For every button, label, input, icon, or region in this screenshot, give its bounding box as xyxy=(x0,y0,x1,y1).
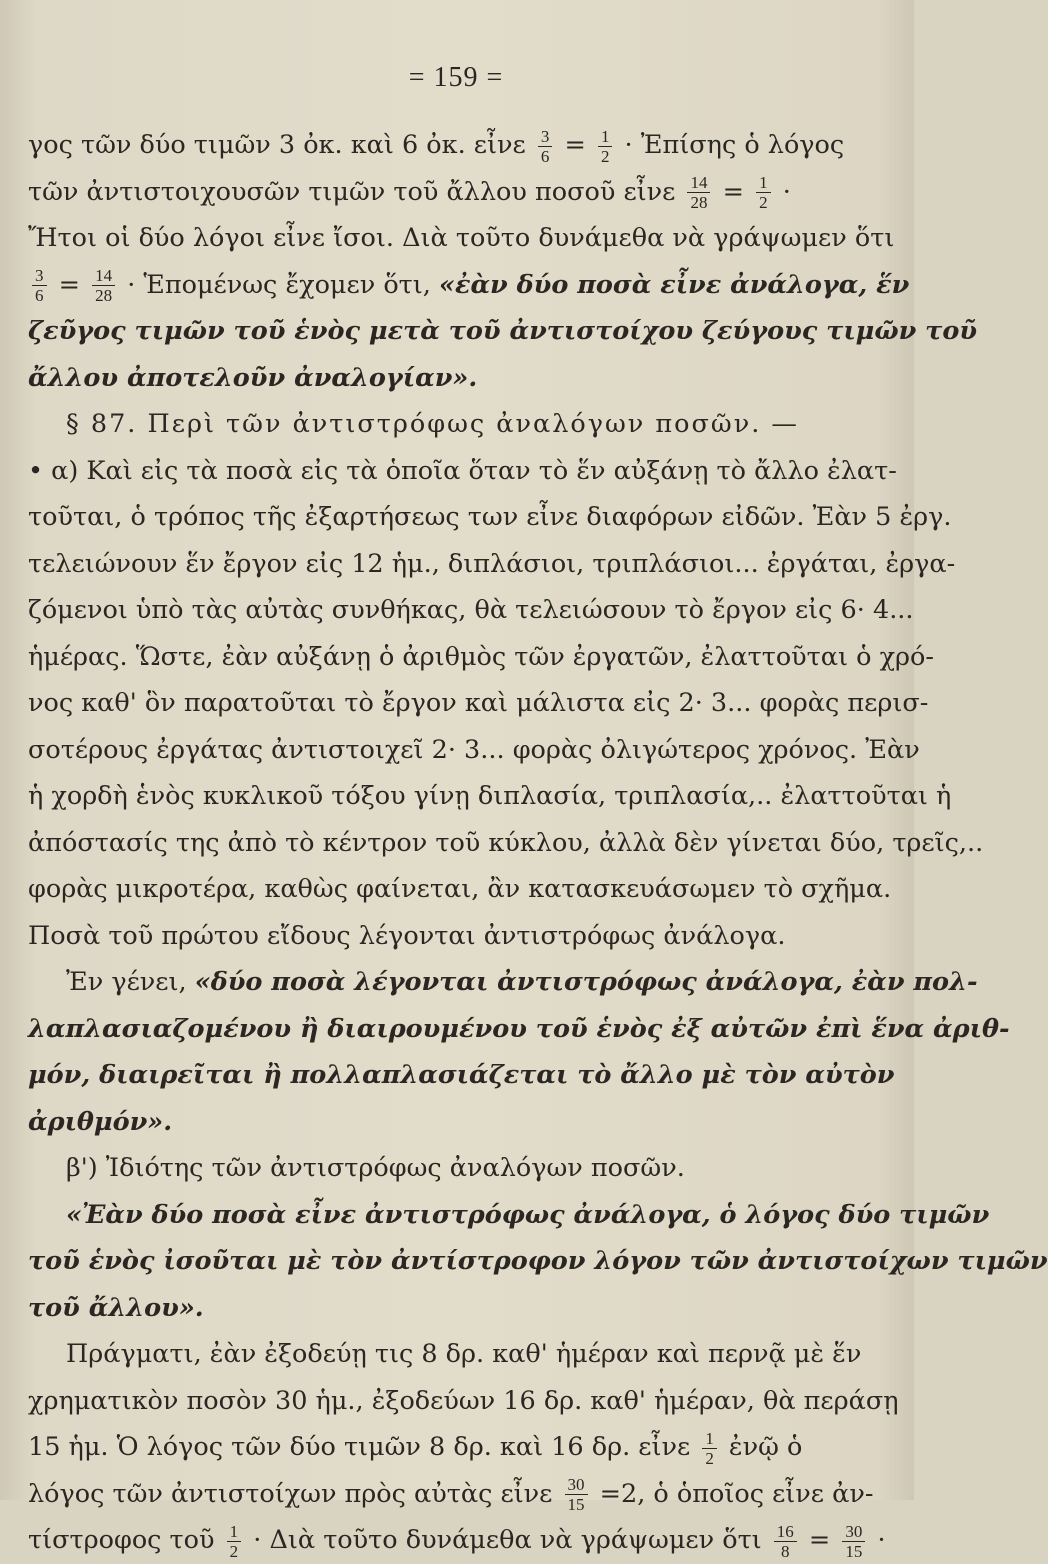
section-heading: § 87. Περὶ τῶν ἀντιστρόφως ἀναλόγων ποσῶν. — xyxy=(66,409,799,439)
text-line: ἡμέρας. Ὥστε, ἐὰν αὐξάνῃ ὁ ἀριθμὸς τῶν ἐργατῶν, ἐλαττοῦται ὁ χρό- xyxy=(28,641,934,672)
text-line: τελειώνουν ἕν ἔργον εἰς 12 ἡμ., διπλάσιοι, τριπλάσιοι... ἐργάται, ἐργα- xyxy=(28,548,956,579)
fraction-numerator: 30 xyxy=(842,1522,865,1542)
fraction xyxy=(32,266,47,305)
text-run: · xyxy=(782,176,791,207)
text-line: νος καθ' ὃν παρατοῦται τὸ ἔργον καὶ μάλιστα εἰς 2· 3... φορὰς περισ- xyxy=(28,688,929,718)
fraction xyxy=(92,266,115,305)
text-line: ἡ χορδὴ ἑνὸς κυκλικοῦ τόξου γίνῃ διπλασία, τριπλασία,.. ἐλαττοῦται ἡ xyxy=(28,781,952,811)
text-line: Ἤτοι οἱ δύο λόγοι εἶνε ἴσοι. Διὰ τοῦτο δυνάμεθα νὰ γράψωμεν ὅτι xyxy=(28,223,895,253)
text-line: ζόμενοι ὑπὸ τὰς αὐτὰς συνθήκας, θὰ τελειώσουν τὸ ἔργον εἰς 6· 4... xyxy=(28,595,914,625)
text-run: · xyxy=(877,1525,886,1555)
text-line: Πράγματι, ἐὰν ἐξοδεύῃ τις 8 δρ. καθ' ἡμέραν καὶ περνᾷ μὲ ἕν xyxy=(66,1339,862,1369)
emphasized-line: τοῦ ἑνὸς ἰσοῦται μὲ τὸν ἀντίστροφον λόγον τῶν ἀντιστοίχων τιμῶν xyxy=(28,1246,1048,1276)
text-run: 15 ἡμ. Ὁ λόγος τῶν δύο τιμῶν 8 δρ. καὶ 16 δρ. εἶνε xyxy=(28,1432,691,1462)
fraction xyxy=(774,1522,797,1561)
text-line: τοῦται, ὁ τρόπος τῆς ἐξαρτήσεως των εἶνε διαφόρων εἰδῶν. Ἐὰν 5 ἐργ. xyxy=(28,502,952,532)
fraction-denominator: 15 xyxy=(845,1541,863,1561)
text-line: φορὰς μικροτέρα, καθὼς φαίνεται, ἂν κατασκευάσωμεν τὸ σχῆμα. xyxy=(28,874,892,904)
fraction-numerator: 1 xyxy=(227,1522,242,1542)
text-run: τῶν ἀντιστοιχουσῶν τιμῶν τοῦ ἄλλου ποσοῦ εἶνε xyxy=(28,176,676,207)
equals-sign: = xyxy=(808,1525,831,1555)
fraction-numerator: 30 xyxy=(565,1475,588,1495)
equals-sign: = xyxy=(58,269,80,300)
fraction xyxy=(687,173,710,212)
text-line xyxy=(28,1517,886,1564)
text-run: · Ἑπομένως ἔχομεν ὅτι, xyxy=(127,269,431,300)
emphasized-line: λαπλασιαζομένου ἢ διαιρουμένου τοῦ ἑνὸς ἐξ αὐτῶν ἐπὶ ἕνα ἀριθ- xyxy=(28,1013,1010,1044)
fraction xyxy=(227,1522,242,1561)
text-run: τίστροφος τοῦ xyxy=(28,1525,215,1555)
fraction-numerator: 1 xyxy=(702,1429,717,1449)
emphasized-line: ζεῦγος τιμῶν τοῦ ἑνὸς μετὰ τοῦ ἀντιστοίχου ζεύγους τιμῶν τοῦ xyxy=(28,316,978,346)
fraction-denominator: 15 xyxy=(567,1495,585,1514)
text-run: · Ἐπίσης ὁ λόγος xyxy=(624,130,845,160)
fraction-denominator: 28 xyxy=(690,193,708,212)
fraction-numerator: 1 xyxy=(756,173,771,193)
fraction xyxy=(702,1429,717,1468)
fraction-numerator: 3 xyxy=(538,127,553,147)
text-run: ἐνῷ ὁ xyxy=(728,1432,803,1462)
fraction-numerator: 16 xyxy=(774,1522,797,1542)
text-line xyxy=(28,1471,874,1518)
fraction-denominator: 2 xyxy=(705,1448,714,1468)
fraction-numerator: 3 xyxy=(32,266,47,286)
fraction-numerator: 14 xyxy=(92,266,115,286)
text-line: ἀπόστασίς της ἀπὸ τὸ κέντρον τοῦ κύκλου, ἀλλὰ δὲν γίνεται δύο, τρεῖς,.. xyxy=(28,827,984,858)
text-run: λόγος τῶν ἀντιστοίχων πρὸς αὐτὰς εἶνε xyxy=(28,1478,553,1509)
fraction xyxy=(598,127,613,166)
text-run: γος τῶν δύο τιμῶν 3 ὀκ. καὶ 6 ὀκ. εἶνε xyxy=(28,130,526,160)
subsection-heading: β') Ἰδιότης τῶν ἀντιστρόφως ἀναλόγων ποσῶν. xyxy=(66,1153,685,1183)
emphasized-line: μόν, διαιρεῖται ἢ πολλαπλασιάζεται τὸ ἄλλο μὲ τὸν αὐτὸν xyxy=(28,1060,895,1090)
fraction-denominator: 6 xyxy=(540,146,550,166)
equals-sign: = xyxy=(564,130,586,160)
fraction xyxy=(756,173,771,212)
fraction-denominator: 2 xyxy=(600,146,610,166)
fraction-denominator: 2 xyxy=(759,193,768,212)
text-line xyxy=(28,122,844,169)
fraction-denominator: 6 xyxy=(35,286,44,305)
emphasized-line: ἀριθμόν». xyxy=(28,1106,173,1137)
fraction-denominator: 8 xyxy=(781,1541,790,1561)
text-line: Ποσὰ τοῦ πρώτου εἴδους λέγονται ἀντιστρόφως ἀνάλογα. xyxy=(28,920,786,951)
text-line: χρηματικὸν ποσὸν 30 ἡμ., ἐξοδεύων 16 δρ. καθ' ἡμέραν, θὰ περάσῃ xyxy=(28,1385,899,1416)
text-run: Ἐν γένει, xyxy=(66,967,187,997)
fraction-numerator: 14 xyxy=(687,173,710,193)
fraction-denominator: 2 xyxy=(229,1541,239,1561)
text-line xyxy=(28,262,910,309)
fraction-numerator: 1 xyxy=(598,127,613,147)
text-run: · Διὰ τοῦτο δυνάμεθα νὰ γράψωμεν ὅτι xyxy=(253,1525,762,1555)
text-line: σοτέρους ἐργάτας ἀντιστοιχεῖ 2· 3... φορὰς ὀλιγώτερος χρόνος. Ἐὰν xyxy=(28,734,920,765)
text-line: • α) Καὶ εἰς τὰ ποσὰ εἰς τὰ ὁποῖα ὅταν τὸ ἕν αὐξάνῃ τὸ ἄλλο ἐλατ- xyxy=(28,455,897,486)
text-line xyxy=(28,1424,844,1471)
fraction-denominator: 28 xyxy=(95,286,113,305)
text-line xyxy=(28,169,844,216)
emphasized-line: τοῦ ἄλλου». xyxy=(28,1292,204,1323)
text-run: =2, ὁ ὁποῖος εἶνε ἀν- xyxy=(599,1478,874,1509)
emphasized-text: «ἐὰν δύο ποσὰ εἶνε ἀνάλογα, ἕν xyxy=(439,269,910,300)
text-line xyxy=(28,959,978,1006)
emphasized-text: «δύο ποσὰ λέγονται ἀντιστρόφως ἀνάλογα, ἐὰν πολ- xyxy=(194,967,978,997)
page-text xyxy=(28,122,1048,1564)
fraction xyxy=(842,1522,865,1561)
fraction xyxy=(538,127,553,166)
emphasized-line: «Ἐὰν δύο ποσὰ εἶνε ἀντιστρόφως ἀνάλογα, ὁ λόγος δύο τιμῶν xyxy=(66,1199,990,1230)
equals-sign: = xyxy=(722,176,744,207)
fraction xyxy=(565,1475,588,1514)
emphasized-line: ἄλλου ἀποτελοῦν ἀναλογίαν». xyxy=(28,362,478,393)
page-number: = 159 = xyxy=(408,62,504,93)
